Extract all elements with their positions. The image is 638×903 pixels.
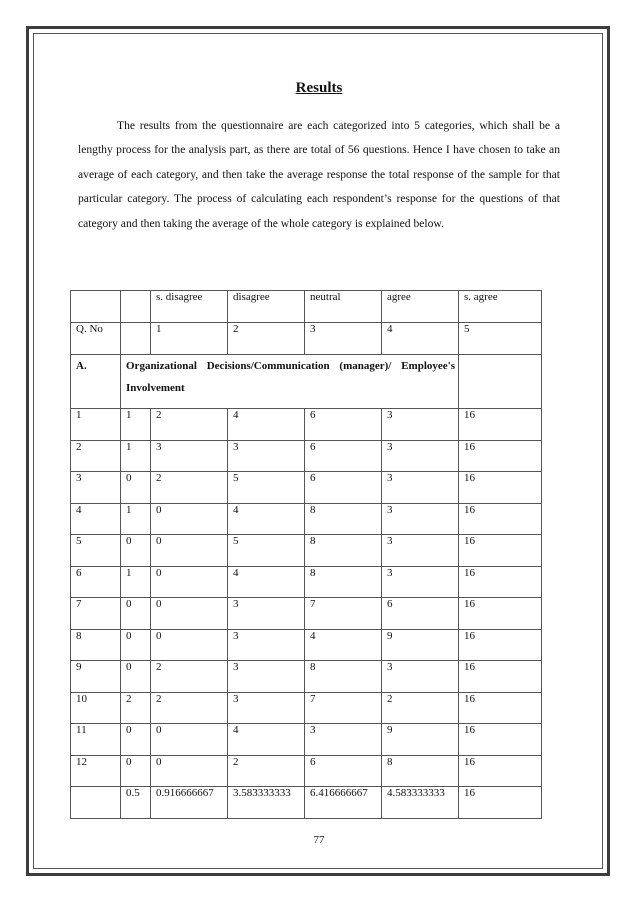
table-cell: 16: [459, 472, 542, 504]
scale-cell: 3: [305, 323, 382, 355]
table-cell: 6: [305, 755, 382, 787]
table-cell: 3: [382, 661, 459, 693]
table-cell: 6: [305, 440, 382, 472]
average-cell: 0.916666667: [151, 787, 228, 819]
table-cell: 8: [305, 661, 382, 693]
table-cell: 16: [459, 692, 542, 724]
table-cell: 1: [121, 566, 151, 598]
category-title-line: [126, 355, 458, 377]
table-cell: 0: [151, 535, 228, 567]
table-cell: 7: [71, 598, 121, 630]
table-cell: 3: [382, 440, 459, 472]
scale-cell: 5: [459, 323, 542, 355]
table-cell: 8: [71, 629, 121, 661]
average-row: [71, 787, 542, 819]
category-blank-cell: [459, 355, 542, 409]
intro-paragraph: The results from the questionnaire are each categorized into 5 categories, which shall be a lengthy process for the analysis part, as there are total of 56 questions. Hence I have chosen to take an average of each category, and then take the average response the total response of the sample for that particular category. The process of calculating each respondent’s response for the questions of that category and then taking the average of the whole category is explained below.: [78, 119, 560, 230]
table-row: [71, 503, 542, 535]
table-cell: 2: [151, 661, 228, 693]
table-cell: 0: [121, 724, 151, 756]
table-row: [71, 535, 542, 567]
table-cell: 9: [382, 724, 459, 756]
header-row: [71, 291, 542, 323]
table-row: [71, 598, 542, 630]
table-cell: 3: [228, 692, 305, 724]
table-cell: 0: [151, 724, 228, 756]
page-title: Results: [295, 80, 343, 96]
scale-cell: 4: [382, 323, 459, 355]
table-cell: 0: [121, 535, 151, 567]
table-cell: 5: [71, 535, 121, 567]
table-cell: 2: [151, 472, 228, 504]
table-cell: 10: [71, 692, 121, 724]
table-cell: 2: [121, 692, 151, 724]
table-cell: 8: [305, 535, 382, 567]
table-cell: 6: [71, 566, 121, 598]
table-cell: 3: [382, 472, 459, 504]
category-word: Decisions/Communication: [206, 360, 330, 372]
table-cell: 5: [228, 535, 305, 567]
table-cell: 0: [121, 472, 151, 504]
qno-label-cell: Q. No: [71, 323, 121, 355]
category-title-line2: Involvement: [126, 382, 185, 394]
scale-cell: 2: [228, 323, 305, 355]
table-row: [71, 661, 542, 693]
scale-row: [71, 323, 542, 355]
page-number: 77: [313, 834, 325, 846]
table-row: [71, 472, 542, 504]
table-cell: 9: [71, 661, 121, 693]
table-cell: 16: [459, 566, 542, 598]
table-cell: 4: [71, 503, 121, 535]
header-blank-cell: [121, 291, 151, 323]
average-cell: 16: [459, 787, 542, 819]
table-cell: 0: [121, 661, 151, 693]
table-cell: 5: [228, 472, 305, 504]
category-word: Organizational: [126, 360, 197, 372]
table-cell: 16: [459, 409, 542, 441]
header-blank-cell: [71, 291, 121, 323]
table-cell: 16: [459, 661, 542, 693]
table-cell: 9: [382, 629, 459, 661]
table-cell: 3: [382, 566, 459, 598]
table-cell: 3: [151, 440, 228, 472]
table-cell: 1: [121, 503, 151, 535]
table-cell: 2: [151, 409, 228, 441]
table-cell: 6: [382, 598, 459, 630]
qno-blank-cell: [121, 323, 151, 355]
category-word: Employee's: [401, 360, 455, 372]
table-cell: 3: [228, 629, 305, 661]
table-cell: 4: [228, 566, 305, 598]
results-table: [70, 290, 542, 819]
header-cell: disagree: [228, 291, 305, 323]
table-cell: 0: [151, 503, 228, 535]
table-cell: 7: [305, 692, 382, 724]
table-cell: 4: [305, 629, 382, 661]
table-cell: 3: [382, 535, 459, 567]
table-cell: 11: [71, 724, 121, 756]
table-cell: 6: [305, 409, 382, 441]
average-cell: 6.416666667: [305, 787, 382, 819]
table-cell: 8: [305, 566, 382, 598]
table-cell: 6: [305, 472, 382, 504]
table-cell: 0: [121, 629, 151, 661]
table-cell: 3: [382, 409, 459, 441]
header-cell: neutral: [305, 291, 382, 323]
table-row: [71, 440, 542, 472]
header-cell: s. disagree: [151, 291, 228, 323]
table-cell: 1: [121, 440, 151, 472]
average-cell: [71, 787, 121, 819]
scale-cell: 1: [151, 323, 228, 355]
table-cell: 7: [305, 598, 382, 630]
table-cell: 16: [459, 535, 542, 567]
table-cell: 0: [151, 566, 228, 598]
table-cell: 12: [71, 755, 121, 787]
table-cell: 2: [228, 755, 305, 787]
table-cell: 0: [121, 755, 151, 787]
table-cell: 0: [151, 598, 228, 630]
header-cell: agree: [382, 291, 459, 323]
table-row: [71, 409, 542, 441]
table-cell: 1: [71, 409, 121, 441]
table-cell: 16: [459, 724, 542, 756]
table-cell: 3: [228, 598, 305, 630]
category-label-cell: A.: [71, 355, 121, 409]
table-row: [71, 755, 542, 787]
table-cell: 0: [121, 598, 151, 630]
table-row: [71, 724, 542, 756]
table-row: [71, 629, 542, 661]
table-row: [71, 566, 542, 598]
table-cell: 1: [121, 409, 151, 441]
table-cell: 2: [71, 440, 121, 472]
table-cell: 16: [459, 503, 542, 535]
table-cell: 8: [305, 503, 382, 535]
average-cell: 3.583333333: [228, 787, 305, 819]
header-cell: s. agree: [459, 291, 542, 323]
table-cell: 0: [151, 755, 228, 787]
table-cell: 16: [459, 440, 542, 472]
table-cell: 8: [382, 755, 459, 787]
table-row: [71, 692, 542, 724]
category-title-cell: [121, 355, 459, 409]
average-cell: 0.5: [121, 787, 151, 819]
table-cell: 2: [151, 692, 228, 724]
table-cell: 3: [71, 472, 121, 504]
table-cell: 3: [305, 724, 382, 756]
table-cell: 0: [151, 629, 228, 661]
average-cell: 4.583333333: [382, 787, 459, 819]
table-cell: 4: [228, 409, 305, 441]
table-cell: 16: [459, 755, 542, 787]
table-cell: 2: [382, 692, 459, 724]
table-cell: 3: [228, 661, 305, 693]
table-cell: 16: [459, 629, 542, 661]
table-cell: 4: [228, 503, 305, 535]
table-cell: 4: [228, 724, 305, 756]
table-cell: 3: [228, 440, 305, 472]
table-cell: 16: [459, 598, 542, 630]
table-cell: 3: [382, 503, 459, 535]
category-word: (manager)/: [339, 360, 392, 372]
category-row: [71, 355, 542, 409]
